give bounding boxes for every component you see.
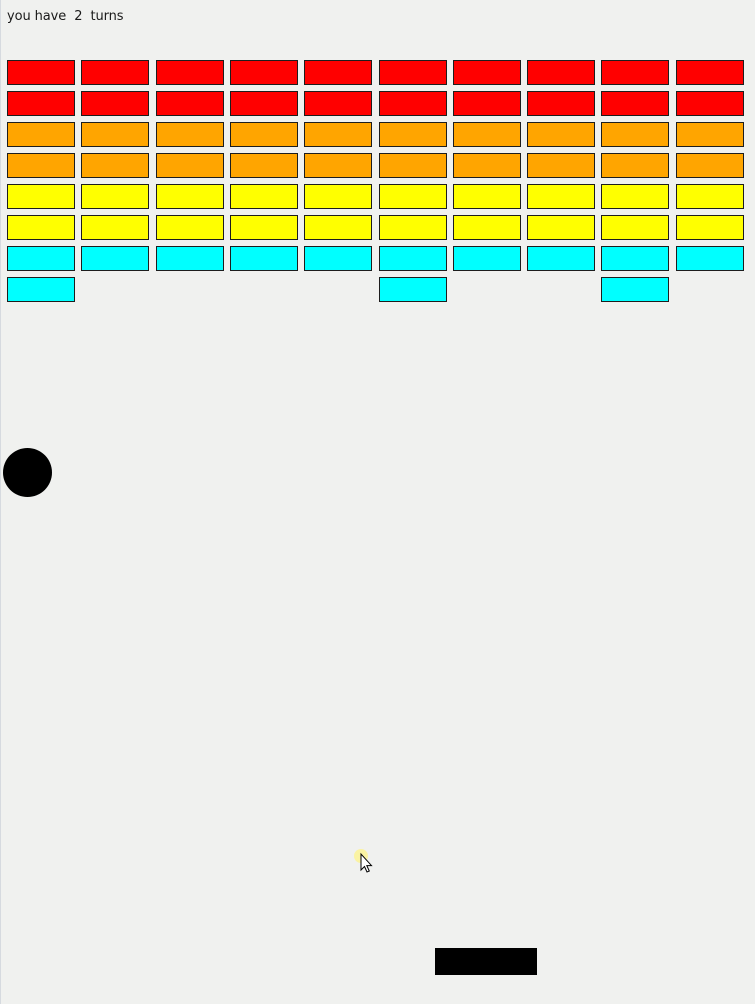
brick-red (453, 91, 521, 116)
brick-cyan (304, 246, 372, 271)
brick-cyan (601, 277, 669, 302)
brick-cyan (379, 246, 447, 271)
brick-red (230, 60, 298, 85)
brick-red (453, 60, 521, 85)
brick-yellow (7, 215, 75, 240)
brick-orange (379, 122, 447, 147)
mouse-cursor-icon (353, 848, 377, 876)
brick-orange (601, 153, 669, 178)
brick-orange (156, 153, 224, 178)
brick-yellow (230, 184, 298, 209)
brick-red (7, 91, 75, 116)
brick-orange (676, 153, 744, 178)
brick-yellow (81, 184, 149, 209)
turns-status-suffix: turns (90, 9, 124, 24)
brick-yellow (304, 184, 372, 209)
brick-cyan (7, 277, 75, 302)
brick-orange (676, 122, 744, 147)
brick-cyan (379, 277, 447, 302)
brick-orange (601, 122, 669, 147)
brick-cyan (230, 246, 298, 271)
brick-yellow (230, 215, 298, 240)
brick-yellow (676, 184, 744, 209)
brick-yellow (676, 215, 744, 240)
brick-yellow (81, 215, 149, 240)
brick-orange (7, 153, 75, 178)
brick-orange (81, 153, 149, 178)
brick-orange (81, 122, 149, 147)
brick-yellow (304, 215, 372, 240)
brick-orange (527, 122, 595, 147)
turns-count: 2 (74, 9, 83, 24)
brick-red (379, 60, 447, 85)
brick-red (81, 91, 149, 116)
brick-red (379, 91, 447, 116)
brick-yellow (601, 215, 669, 240)
brick-yellow (527, 215, 595, 240)
turns-status-prefix: you have (7, 9, 67, 24)
brick-cyan (601, 246, 669, 271)
ball (3, 448, 52, 497)
brick-yellow (601, 184, 669, 209)
brick-yellow (7, 184, 75, 209)
brick-yellow (156, 215, 224, 240)
brick-red (156, 60, 224, 85)
brick-yellow (453, 215, 521, 240)
brick-red (7, 60, 75, 85)
brick-orange (304, 153, 372, 178)
brick-red (601, 60, 669, 85)
brick-yellow (379, 215, 447, 240)
brick-red (676, 91, 744, 116)
brick-orange (379, 153, 447, 178)
brick-cyan (81, 246, 149, 271)
brick-red (304, 91, 372, 116)
brick-red (230, 91, 298, 116)
brick-yellow (156, 184, 224, 209)
brick-yellow (379, 184, 447, 209)
brick-red (527, 91, 595, 116)
brick-red (304, 60, 372, 85)
brick-red (601, 91, 669, 116)
brick-orange (527, 153, 595, 178)
brick-cyan (7, 246, 75, 271)
brick-red (156, 91, 224, 116)
brick-orange (304, 122, 372, 147)
brick-yellow (527, 184, 595, 209)
brick-cyan (676, 246, 744, 271)
brick-orange (453, 153, 521, 178)
brick-orange (453, 122, 521, 147)
brick-orange (156, 122, 224, 147)
brick-red (676, 60, 744, 85)
turns-status (7, 9, 123, 24)
brick-red (527, 60, 595, 85)
brick-orange (230, 122, 298, 147)
brick-yellow (453, 184, 521, 209)
brick-orange (230, 153, 298, 178)
brick-cyan (527, 246, 595, 271)
brick-red (81, 60, 149, 85)
brick-cyan (453, 246, 521, 271)
brick-orange (7, 122, 75, 147)
paddle[interactable] (435, 948, 537, 975)
brick-cyan (156, 246, 224, 271)
